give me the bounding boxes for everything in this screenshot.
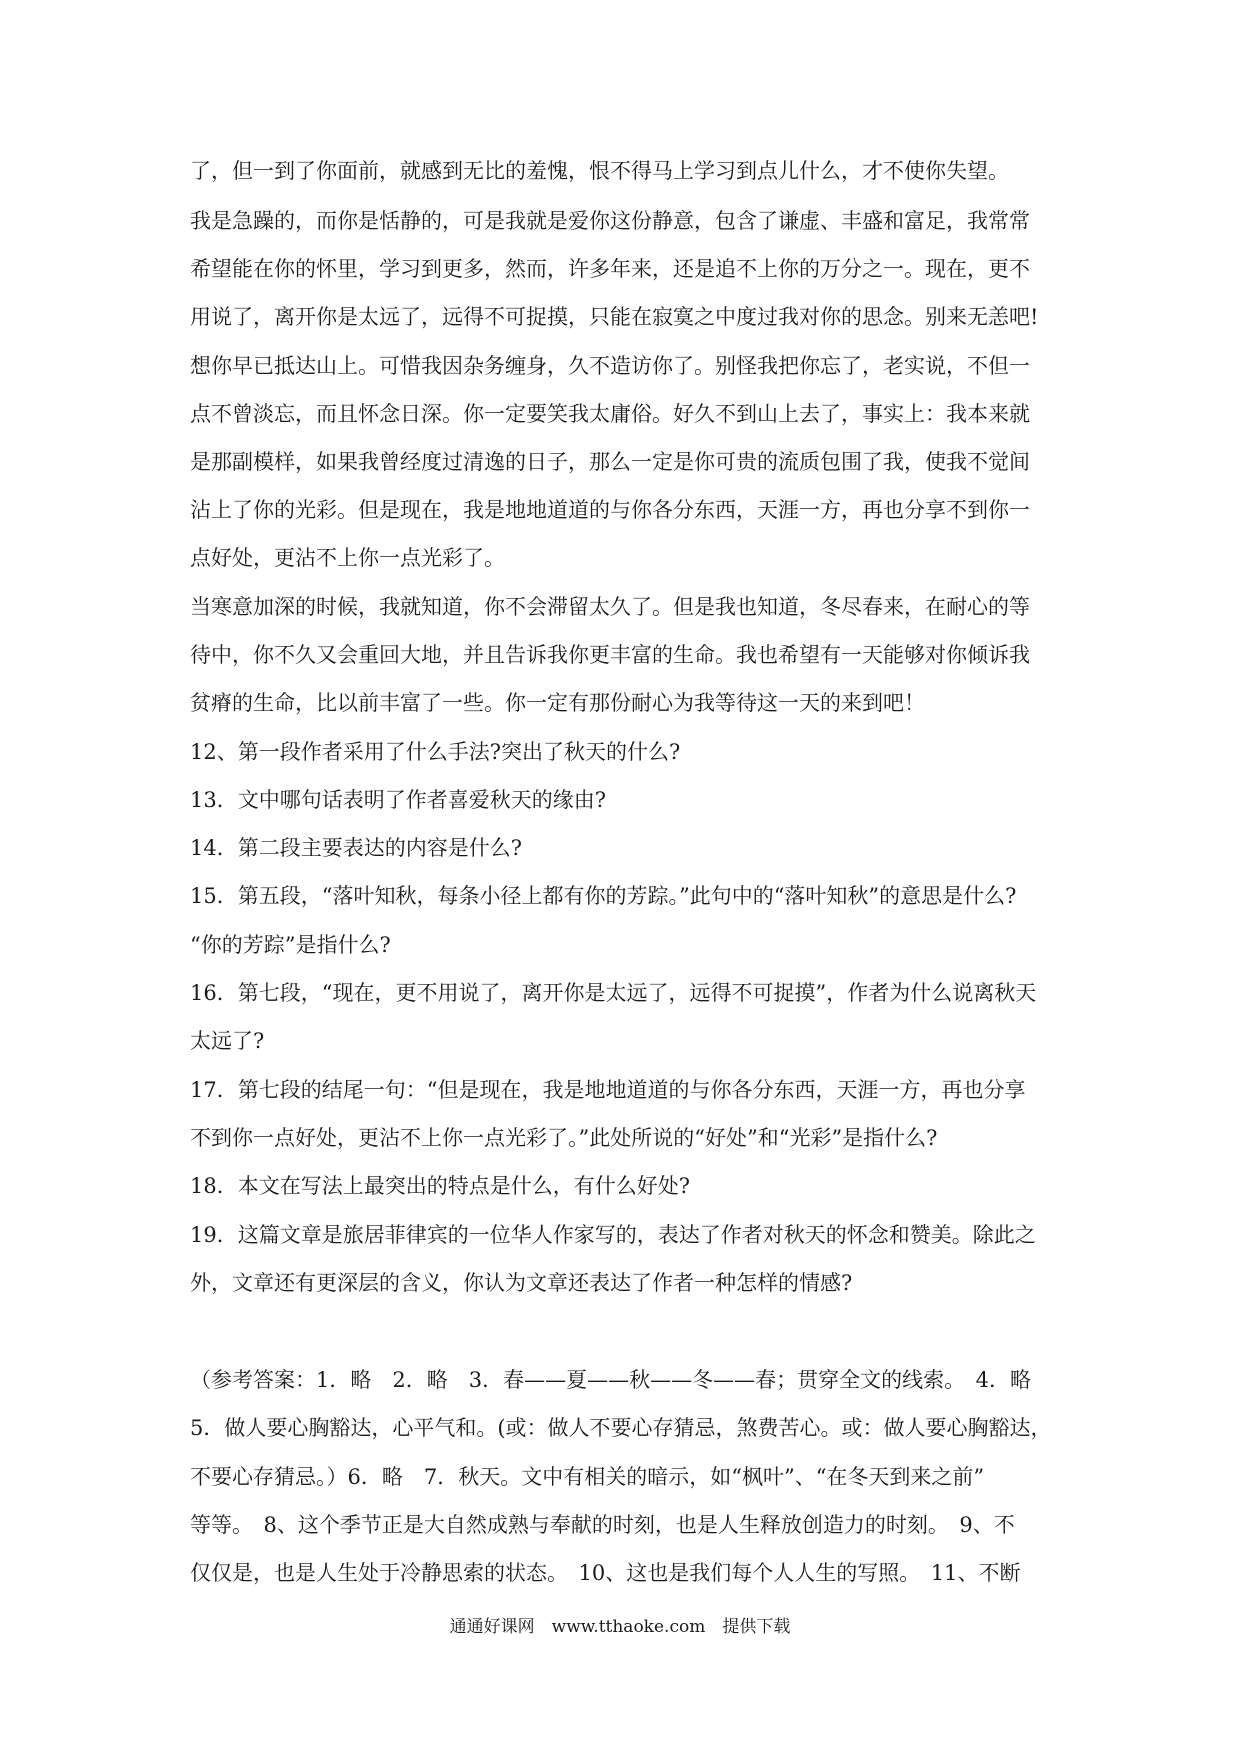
question-line: 16．第七段，“现在，更不用说了，离开你是太远了，远得不可捉摸”，作者为什么说离秋天 — [190, 981, 1037, 1005]
passage-line: 了，但一到了你面前，就感到无比的羞愧，恨不得马上学习到点儿什么，才不使你失望。 — [190, 159, 1009, 183]
question-line: 不到你一点好处，更沾不上你一点光彩了。”此处所说的“好处”和“光彩”是指什么? — [190, 1126, 938, 1150]
answer-line: 5．做人要心胸豁达，心平气和。(或：做人不要心存猜忌，煞费苦心。或：做人要心胸豁达， — [190, 1416, 1052, 1440]
question-line: 太远了? — [190, 1029, 265, 1053]
answer-line: 不要心存猜忌。）6．略 7．秋天。文中有相关的暗示，如“枫叶”、“在冬天到来之前” — [190, 1465, 985, 1489]
answer-line: 等等。 8、这个季节正是大自然成熟与奉献的时刻，也是人生释放创造力的时刻。 9、不 — [190, 1513, 1015, 1537]
passage-line: 当寒意加深的时候，我就知道，你不会滞留太久了。但是我也知道，冬尽春来，在耐心的等 — [190, 595, 1030, 619]
passage-line: 贫瘠的生命，比以前丰富了一些。你一定有那份耐心为我等待这一天的来到吧！ — [190, 691, 925, 715]
passage-line: 用说了，离开你是太远了，远得不可捉摸，只能在寂寞之中度过我对你的思念。别来无恙吧! — [190, 305, 1039, 329]
question-line: 15．第五段，“落叶知秋，每条小径上都有你的芳踪。”此句中的“落叶知秋”的意思是什么? — [190, 884, 1017, 908]
question-line: 19．这篇文章是旅居菲律宾的一位华人作家写的，表达了作者对秋天的怀念和赞美。除此之 — [190, 1223, 1036, 1247]
answer-line: 仅仅是，也是人生处于冷静思索的状态。 10、这也是我们每个人人生的写照。 11、不断 — [190, 1561, 1021, 1585]
question-line: “你的芳踪”是指什么? — [190, 933, 391, 957]
page-footer: 通通好课网 www.tthaoke.com 提供下载 — [449, 1617, 791, 1637]
passage-line: 是那副模样，如果我曾经度过清逸的日子，那么一定是你可贵的流质包围了我，使我不觉间 — [190, 450, 1030, 474]
question-line: 外，文章还有更深层的含义，你认为文章还表达了作者一种怎样的情感? — [190, 1271, 853, 1295]
passage-line: 沾上了你的光彩。但是现在，我是地地道道的与你各分东西，天涯一方，再也分享不到你一 — [190, 498, 1030, 522]
passage-line: 想你早已抵达山上。可惜我因杂务缠身，久不造访你了。别怪我把你忘了，老实说，不但一 — [190, 354, 1030, 378]
question-line: 13．文中哪句话表明了作者喜爱秋天的缘由? — [190, 788, 606, 812]
question-line: 18．本文在写法上最突出的特点是什么，有什么好处? — [190, 1174, 690, 1198]
passage-line: 点好处，更沾不上你一点光彩了。 — [190, 546, 505, 570]
question-line: 12、第一段作者采用了什么手法?突出了秋天的什么? — [190, 740, 681, 764]
answer-line: （参考答案：1．略 2．略 3．春——夏——秋——冬——春；贯穿全文的线索。 4．略 — [190, 1368, 1031, 1392]
question-line: 17．第七段的结尾一句：“但是现在，我是地地道道的与你各分东西，天涯一方，再也分享 — [190, 1078, 1026, 1102]
passage-line: 希望能在你的怀里，学习到更多，然而，许多年来，还是追不上你的万分之一。现在，更不 — [190, 257, 1030, 281]
passage-line: 点不曾淡忘，而且怀念日深。你一定要笑我太庸俗。好久不到山上去了，事实上：我本来就 — [190, 402, 1030, 426]
passage-line: 待中，你不久又会重回大地，并且告诉我你更丰富的生命。我也希望有一天能够对你倾诉我 — [190, 643, 1030, 667]
question-line: 14．第二段主要表达的内容是什么? — [190, 836, 522, 860]
passage-line: 我是急躁的，而你是恬静的，可是我就是爱你这份静意，包含了谦虚、丰盛和富足，我常常 — [190, 209, 1030, 233]
